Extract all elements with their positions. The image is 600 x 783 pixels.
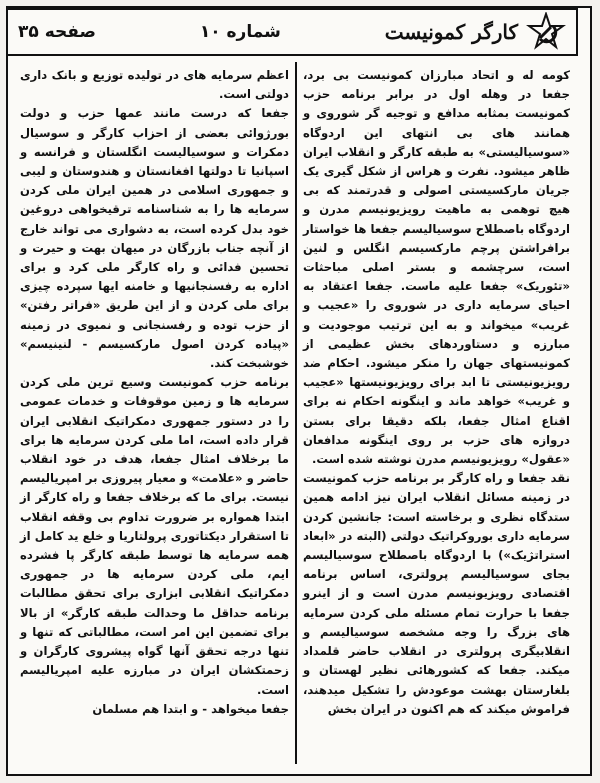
- column-left: [14, 62, 295, 764]
- article-columns: [10, 62, 576, 764]
- page-number: صفحه ۳۵: [18, 22, 96, 42]
- hammer-sickle-star-icon: [526, 12, 566, 52]
- issue-number: شماره ۱۰: [199, 22, 281, 42]
- paper-name: کارگر کمونیست: [384, 20, 518, 44]
- brand: [385, 12, 566, 52]
- paragraph: نقد جفعا و راه کارگر بر برنامه حزب کمونیست در زمینه مسائل انقلاب ایران نیز ادامه همین ستدگاه نظری و برخاسته است: جانشین کردن سرمایه داری بوروکراتیک دولتی (البته در «ابعاد استراتژیک») با اردوگاه باصطلاح سوسیالیسم بجای سوسیالیسم پرولتری، اساس برنامه اقتصادی رویزیونیسم مدرن است و از اینرو جفعا با حرارت تمام مسئله ملی کردن سرمایه های بزرگ را وجه مشخصه سوسیالیسم و انقلابیگری پرولتری در انقلاب حاضر قلمداد میکند. جفعا که کشورهائی نظیر لهستان و بلغارستان بهشت موعودش را تشکیل میدهند، فراموش میکند که هم اکنون در ایران بخش: [303, 471, 570, 716]
- paragraph: برنامه حزب کمونیست وسیع ترین ملی کردن سرمایه ها و زمین موقوفات و خدمات عمومی را در دستور جمهوری دمکراتیک انقلابی ایران قرار داده است، اما ملی کردن سرمایه ها برای ما برخلاف امثال جفعا، هدف در خود انقلاب حاضر و «علامت» و معیار پیروزی بر امپریالیسم نیست. برای ما که برخلاف جفعا و راه کارگر از ابتدا همواره بر ضرورت تداوم بی وقفه انقلاب تا استقرار دیکتاتوری پرولتاریا و خلع ید کامل از همه سرمایه ها توسط طبقه کارگر پا فشرده ایم، ملی کردن سرمایه ها در جمهوری دمکراتیک انقلابی ابزاری برای تحقق مطالبات برنامه حداقل ما وحدالت طبقه کارگر» از بالا برای تضمین این امر است، مطالباتی که تنها و تنها درجه تحقق آنها گواه پیشروی کارگران و زحمتکشان ایران در مبارزه علیه امپریالیسم است.: [20, 375, 289, 697]
- paragraph: کومه له و اتحاد مبارزان کمونیست بی برد، جفعا در وهله اول در برابر برنامه حزب کمونیست بمثابه مدافع و توجیه گر شوروی و همانند های بی انتهای این اردوگاه «سوسیالیستی» به طبقه کارگر و انقلاب ایران ظاهر میشود. نفرت و هراس از شکل گیری یک جریان مارکسیستی اصولی و قدرتمند که بی هیچ توهمی به ماهیت رویزیونیسم مدرن و اردوگاه باصطلاح سوسیالیسم جفعا ها خواستار برافراشتن پرچم مارکسیسم انگلس و لنین است، سرچشمه و بستر اصلی مباحثات «تئوریک» جفعا علیه ماست. جفعا اعتقاد به احیای سرمایه داری در شوروی را «عجیب و غریب» میخواند و به این ترتیب موجودیت و مبارزه و دستاوردهای بخش عظیمی از کمونیستهای جهان را منکر میشود. احکام ضد رویزیونیستی تا ابد برای رویزیونیستها «عجیب و غریب» خواهد ماند و اینگونه احکام نه برای اقناع امثال جفعا، بلکه دقیقا برای بستن دروازه های حزب بر روی اینگونه مدافعان «عقول» رویزیونیسم مدرن نوشته شده است.: [303, 68, 570, 467]
- masthead: [6, 8, 578, 56]
- paragraph: اعظم سرمایه های در تولیده توزیع و بانک داری دولتی است.: [20, 68, 289, 102]
- paragraph: جفعا میخواهد - و ابتدا هم مسلمان: [92, 701, 289, 716]
- paragraph: جفعا که درست مانند عمها حزب و دولت بورژوائی بعضی از احزاب کارگر و سوسیال دمکرات و سوسیالیست انگلستان و فرانسه و اسپانیا تا دولتها افغانستان و هندوستان و لیبی و جمهوری اسلامی در همین ایران ملی کردن سرمایه ها را به شناسنامه ترقیخواهی دروغین خود بدل کرده است، به دشواری می تواند خارج از آنچه جناب بازرگان در میهان بهت و حیرت و تحسین فدائی و راه کارگر ملی کرد و برای اداره به رفسنجانیها و خامنه ایها سپرده چیزی برای ملی کردن و از این طریق «فراتر رفتن» از حزب توده و رفسنجانی و نمیوی در زمینه «پیاده کردن اصول مارکسیسم - لنینیسم» خوشبخت کند.: [20, 106, 289, 371]
- column-right: [295, 62, 576, 764]
